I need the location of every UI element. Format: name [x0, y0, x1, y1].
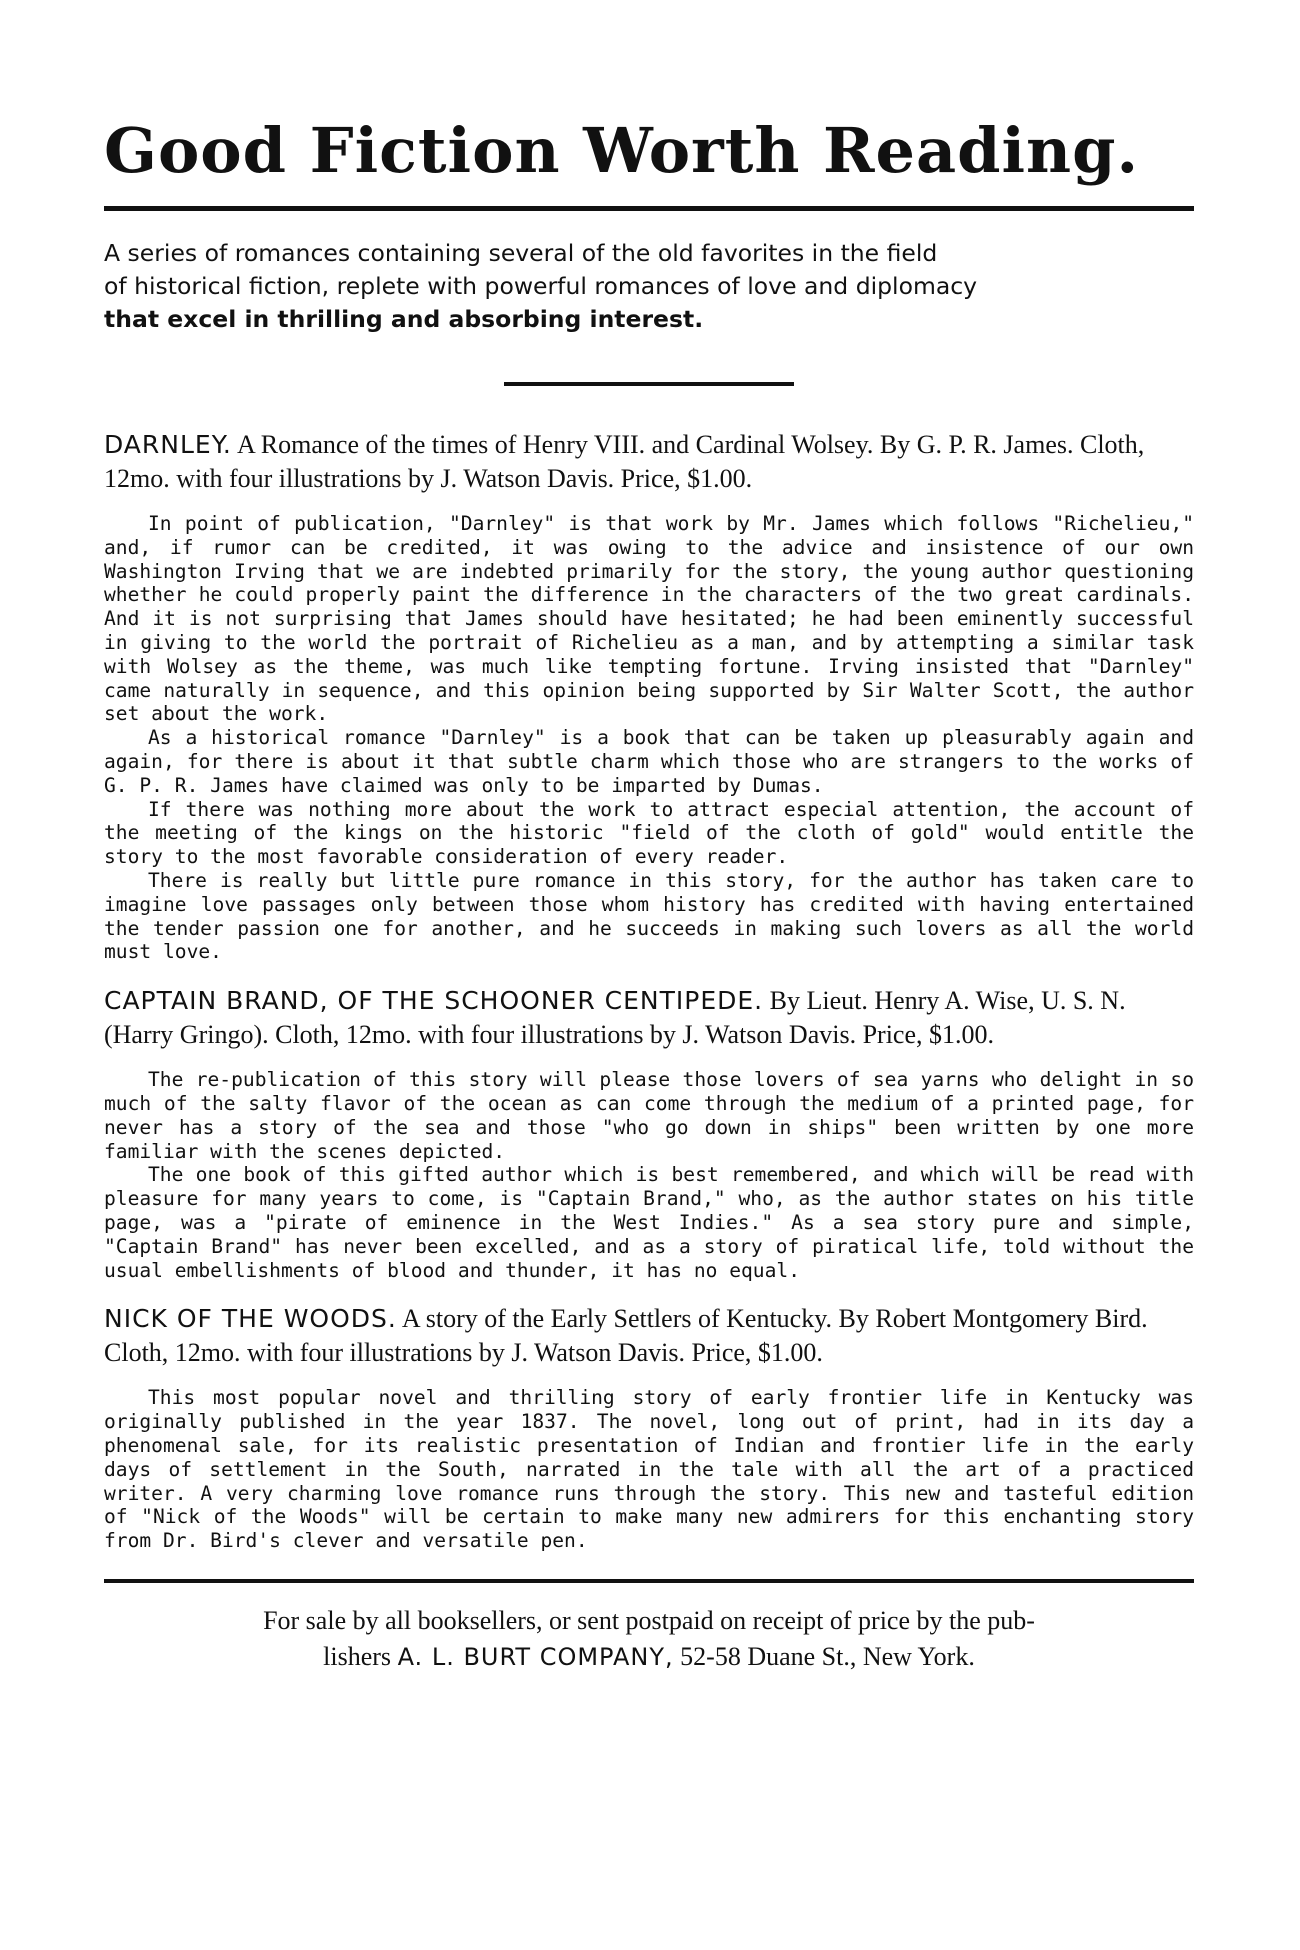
book-heading — [104, 1302, 1194, 1370]
book-entry-nick-of-the-woods — [104, 1302, 1194, 1553]
footer-text: lishers — [323, 1641, 392, 1671]
book-name: NICK OF THE WOODS. — [104, 1304, 397, 1334]
intro-line: A series of romances containing several of the old favorites in the field — [104, 239, 938, 267]
book-entry-captain-brand — [104, 984, 1194, 1282]
book-entry-darnley — [104, 428, 1194, 964]
intro-paragraph — [104, 237, 1194, 336]
intro-line: of historical fiction, replete with powerful romances of love and diplomacy — [104, 272, 978, 300]
footer-rule — [104, 1579, 1194, 1583]
publisher-name: A. L. BURT COMPANY, — [397, 1642, 674, 1671]
description-paragraph: This most popular novel and thrilling story of early frontier life in Kentucky was originally published in the year 1837. The novel, long out of print, had in its day a phenomenal sale, for its realistic presentation of Indian and frontier life in the early days of settlement in the South, narrated in the tale with all the art of a practiced writer. A very charming love romance runs through the story. This new and tasteful edition of "Nick of the Woods" will be certain to make many new admirers for this enchanting story from Dr. Bird's clever and versatile pen. — [104, 1386, 1194, 1553]
intro-line: that excel in thrilling and absorbing interest. — [104, 305, 704, 333]
footer-line: For sale by all booksellers, or sent postpaid on receipt of price by the pub- — [263, 1605, 1035, 1635]
description-paragraph: In point of publication, "Darnley" is that work by Mr. James which follows "Richelieu," and, if rumor can be credited, it was owing to the advice and insistence of our own Washington Irving that we are indebted primarily for the story, the young author questioning whether he could properly paint the difference in the characters of the two great cardinals. And it is not surprising that James should have hesitated; he had been eminently successful in giving to the world the portrait of Richelieu as a man, and by attempting a similar task with Wolsey as the theme, was much like tempting fortune. Irving insisted that "Darnley" came naturally in sequence, and this opinion being supported by Sir Walter Scott, the author set about the work. — [104, 512, 1194, 726]
description-paragraph: There is really but little pure romance in this story, for the author has taken care to imagine love passages only between those whom history has credited with having entertained the tender passion one for another, and he succeeds in making such lovers as all the world must love. — [104, 868, 1194, 964]
section-divider — [504, 382, 794, 386]
book-heading — [104, 428, 1194, 496]
advertisement-page — [104, 110, 1194, 1675]
description-paragraph: The one book of this gifted author which is best remembered, and which will be read with pleasure for many years to come, is "Captain Brand," who, as the author states on his title page, was a "pirate of eminence in the West Indies." As a sea story pure and simple, "Captain Brand" has never been excelled, and as a story of piratical life, told without the usual embellishments of blood and thunder, it has no equal. — [104, 1163, 1194, 1282]
title-rule — [104, 206, 1194, 211]
book-description — [104, 512, 1194, 964]
book-details: By Lieut. Henry A. Wise, U. S. N. (Harry Gringo). Cloth, 12mo. with four illustrations by J. Watson Davis. Price, $1.00. — [104, 986, 1126, 1050]
footer-notice — [104, 1603, 1194, 1675]
book-description — [104, 1068, 1194, 1282]
book-details: A Romance of the times of Henry VIII. and Cardinal Wolsey. By G. P. R. James. Cloth, 12mo. with four illustrations by J. Watson Davis. Price, $1.00. — [104, 430, 1145, 493]
book-name: DARNLEY. — [104, 430, 232, 459]
footer-line-2 — [104, 1639, 1194, 1675]
book-heading — [104, 984, 1194, 1052]
publisher-address: 52-58 Duane St., New York. — [680, 1641, 975, 1671]
page-title: Good Fiction Worth Reading. — [104, 114, 1140, 187]
description-paragraph: As a historical romance "Darnley" is a book that can be taken up pleasurably again and again, for there is about it that subtle charm which those who are strangers to the works of G. P. R. James have claimed was only to be imparted by Dumas. — [104, 726, 1194, 797]
book-details: A story of the Early Settlers of Kentucky. By Robert Montgomery Bird. Cloth, 12mo. with four illustrations by J. Watson Davis. Price, $1.00. — [104, 1304, 1148, 1368]
description-paragraph: If there was nothing more about the work to attract especial attention, the account of the meeting of the kings on the historic "field of the cloth of gold" would entitle the story to the most favorable consideration of every reader. — [104, 797, 1194, 869]
description-paragraph: The re-publication of this story will please those lovers of sea yarns who delight in so much of the salty flavor of the ocean as can come through the medium of a printed page, for never has a story of the sea and those "who go down in ships" been written by one more familiar with the scenes depicted. — [104, 1068, 1194, 1163]
book-name: CAPTAIN BRAND, OF THE SCHOONER CENTIPEDE. — [104, 986, 764, 1016]
book-description — [104, 1386, 1194, 1553]
